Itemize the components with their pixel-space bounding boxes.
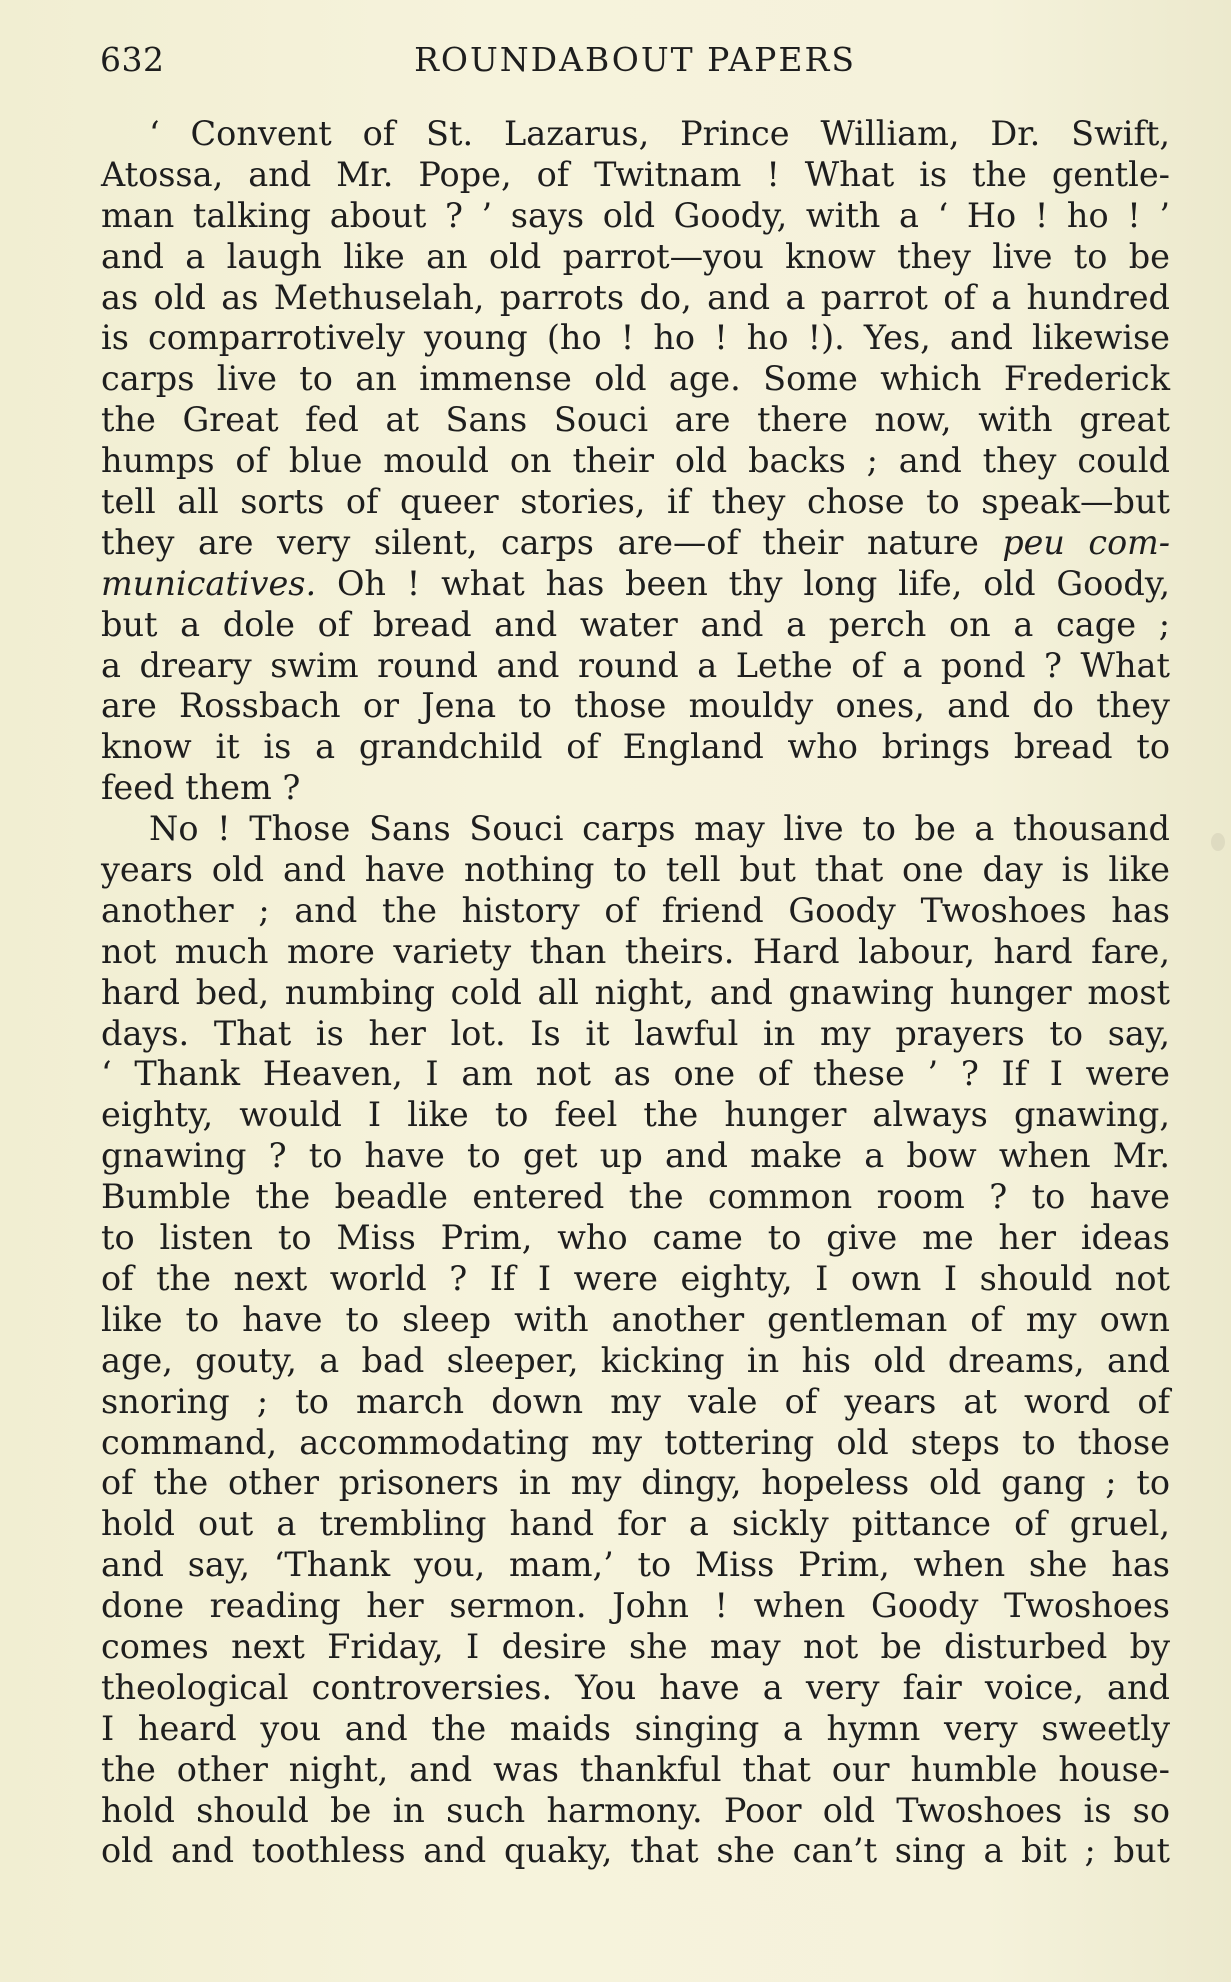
text-line: of the other prisoners in my dingy, hopeless old gang ; to: [101, 1463, 1170, 1503]
text-line: a dreary swim round and round a Lethe of a pond ? What: [101, 645, 1170, 685]
text-line: they are very silent, carps are—of their nature peu com-: [101, 522, 1171, 562]
running-title: ROUNDABOUT PAPERS: [414, 40, 856, 79]
text-line: and a laugh like an old parrot—you know they live to be: [101, 236, 1170, 276]
text-line: command, accommodating my tottering old steps to those: [101, 1422, 1170, 1462]
page-number: 632: [100, 40, 165, 79]
italic-phrase: municatives.: [101, 563, 317, 603]
text-line: eighty, would I like to feel the hunger always gnawing,: [101, 1095, 1170, 1135]
text-line: gnawing ? to have to get up and make a bow when Mr.: [101, 1136, 1170, 1176]
text-line: of the next world ? If I were eighty, I own I should not: [101, 1258, 1170, 1298]
text-line: to listen to Miss Prim, who came to give me her ideas: [101, 1218, 1170, 1258]
text-line: not much more variety than theirs. Hard labour, hard fare,: [101, 931, 1170, 971]
text-line: humps of blue mould on their old backs ; and they could: [101, 441, 1170, 481]
text-line: the Great fed at Sans Souci are there now, with great: [101, 400, 1170, 440]
text-line: are Rossbach or Jena to those mouldy ones, and do they: [101, 686, 1170, 726]
text-line: hard bed, numbing cold all night, and gnawing hunger most: [101, 972, 1170, 1012]
text-line: No ! Those Sans Souci carps may live to be a thousand: [149, 809, 1170, 849]
text-line: age, gouty, a bad sleeper, kicking in his old dreams, and: [101, 1340, 1170, 1380]
text-line: feed them ?: [101, 768, 301, 808]
text-line: hold should be in such harmony. Poor old Twoshoes is so: [101, 1790, 1170, 1830]
text-line: is comparrotively young (ho ! ho ! ho !). Yes, and likewise: [101, 318, 1170, 358]
text-line: tell all sorts of queer stories, if they chose to speak—but: [101, 482, 1170, 522]
text-line: days. That is her lot. Is it lawful in my prayers to say,: [101, 1013, 1170, 1053]
running-head: [100, 40, 1170, 84]
italic-phrase: peu com-: [1002, 522, 1171, 562]
text-line: done reading her sermon. John ! when Goody Twoshoes: [101, 1586, 1170, 1626]
text-line: old and toothless and quaky, that she can’t sing a bit ; but: [101, 1831, 1170, 1871]
text-line: ‘ Convent of St. Lazarus, Prince William, Dr. Swift,: [149, 114, 1170, 153]
text-line: I heard you and the maids singing a hymn very sweetly: [101, 1708, 1170, 1748]
text-line: Atossa, and Mr. Pope, of Twitnam ! What is the gentle-: [101, 154, 1170, 194]
text-line: as old as Methuselah, parrots do, and a parrot of a hundred: [101, 277, 1170, 317]
paper-speck: [1211, 833, 1225, 851]
text-line: snoring ; to march down my vale of years at word of: [101, 1381, 1170, 1421]
text-line: the other night, and was thankful that our humble house-: [101, 1749, 1170, 1789]
text-line: carps live to an immense old age. Some which Frederick: [101, 359, 1170, 399]
text-line: municatives. Oh ! what has been thy long life, old Goody,: [101, 563, 1170, 603]
text-line: another ; and the history of friend Goody Twoshoes has: [101, 890, 1170, 930]
text-line: years old and have nothing to tell but that one day is like: [101, 850, 1170, 890]
body-text: [101, 114, 1170, 1872]
text-line: and say, ‘Thank you, mam,’ to Miss Prim, when she has: [101, 1545, 1170, 1585]
text-line: Bumble the beadle entered the common room ? to have: [101, 1177, 1170, 1217]
text-line: man talking about ? ’ says old Goody, with a ‘ Ho ! ho ! ’: [101, 195, 1170, 235]
text-line: theological controversies. You have a very fair voice, and: [101, 1667, 1170, 1707]
text-line: know it is a grandchild of England who brings bread to: [101, 727, 1170, 767]
text-line: comes next Friday, I desire she may not be disturbed by: [101, 1626, 1170, 1666]
text-line: ‘ Thank Heaven, I am not as one of these ’ ? If I were: [101, 1054, 1170, 1094]
text-line: but a dole of bread and water and a perch on a cage ;: [101, 604, 1170, 644]
text-line: hold out a trembling hand for a sickly pittance of gruel,: [101, 1504, 1170, 1544]
text-line: like to have to sleep with another gentleman of my own: [101, 1299, 1170, 1339]
